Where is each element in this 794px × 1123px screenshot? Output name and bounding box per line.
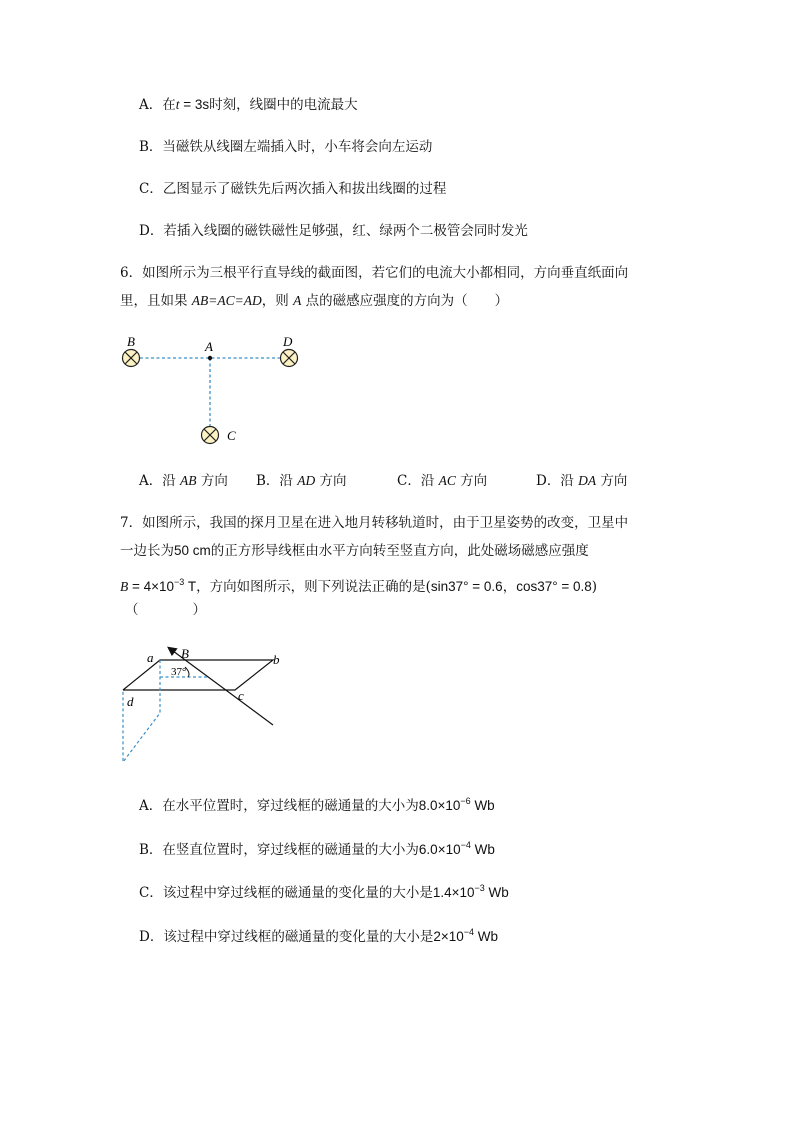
point-a-dot (208, 356, 212, 360)
q7-symbol-b: B (120, 579, 129, 594)
q7-stem-line1: 7．如图所示，我国的探月卫星在进入地月转移轨道时，由于卫星姿势的改变，卫星中 (120, 515, 629, 531)
q6-option-a-prefix: A．沿 (139, 473, 181, 489)
q7-field-exponent: −3 (174, 577, 185, 587)
q7-option-a-text: A．在水平位置时，穿过线框的磁通量的大小为 (139, 798, 419, 814)
q7-field-value: = 4×10 (128, 579, 175, 594)
q7-option-b-value: 6.0×10 (418, 842, 461, 857)
q6-stem-line2 (120, 291, 508, 311)
q6-option-a-suffix: 方向 (196, 473, 228, 489)
label-b: B (127, 334, 135, 349)
q6-stem-line1: 6．如图所示为三根平行直导线的截面图，若它们的电流大小都相同，方向垂直纸面向 (120, 265, 629, 281)
q7-option-d-text: D．该过程中穿过线框的磁通量的变化量的大小是 (139, 929, 434, 945)
q5-option-a (139, 95, 358, 115)
label-c: C (227, 428, 236, 443)
q7-option-d (139, 922, 498, 947)
q7-option-b-unit: Wb (470, 842, 495, 857)
q7-option-b-exp: −4 (460, 840, 471, 850)
q6-option-c-prefix: C．沿 (397, 473, 439, 489)
q5-option-c: C．乙图显示了磁铁先后两次插入和拔出线圈的过程 (139, 181, 447, 197)
q6-option-a-dir: AB (180, 473, 197, 488)
q6-option-d-dir: DA (578, 473, 597, 488)
q6-option-c-dir: AC (438, 473, 456, 488)
q7-horizontal-frame (123, 660, 273, 690)
q6-option-b-prefix: B．沿 (256, 473, 298, 489)
q5-option-d: D．若插入线圈的磁铁磁性足够强，红、绿两个二极管会同时发光 (139, 223, 528, 239)
q7-cos-value: cos37° = 0.8 (516, 579, 592, 594)
q7-side-length: 50 cm (174, 543, 211, 558)
wire-c-cross-icon (202, 427, 219, 444)
q7-stem-line2-post: 的正方形导线框由水平方向转至竖直方向，此处磁场磁感应强度 (210, 543, 589, 559)
label-a: A (205, 339, 213, 354)
label-c: c (238, 688, 244, 703)
q6-option-c (397, 471, 487, 491)
q6-option-c-suffix: 方向 (455, 473, 488, 489)
wire-d-cross-icon (281, 350, 298, 367)
q6-stem-line2-pre: 里，且如果 (120, 293, 192, 309)
q5-option-a-unit: s (202, 97, 210, 112)
q7-sin-value: sin37° = 0.6 (430, 579, 503, 594)
q5-option-a-text: 时刻，线圈中的电流最大 (209, 97, 358, 113)
q5-option-a-t: t (175, 97, 180, 112)
q7-option-c-value: 1.4×10 (432, 885, 475, 900)
q7-option-a-value: 8.0×10 (418, 798, 461, 813)
q6-option-b-dir: AD (297, 473, 316, 488)
q6-option-b (256, 471, 347, 491)
q6-option-a (139, 471, 228, 491)
q7-option-d-value: 2×10 (433, 929, 464, 944)
q7-answer-blank: （ ） (125, 602, 206, 618)
q7-option-c (139, 878, 509, 903)
label-angle: 37° (171, 666, 187, 678)
q7-option-c-text: C．该过程中穿过线框的磁通量的变化量的大小是 (139, 885, 433, 901)
q7-frame-diagram (115, 640, 295, 770)
q5-option-b: B．当磁铁从线圈左端插入时，小车将会向左运动 (139, 139, 433, 155)
q7-option-d-exp: −4 (463, 927, 475, 937)
q7-stem-line3 (120, 572, 597, 597)
q7-option-c-unit: Wb (484, 885, 509, 900)
q6-stem-point-a: A (293, 293, 302, 308)
q6-stem-relation: AB=AC=AD (191, 293, 262, 308)
q6-option-d-prefix: D．沿 (536, 473, 579, 489)
q7-stem-line2 (120, 541, 589, 561)
q7-separator: ， (502, 579, 517, 595)
q6-option-d (536, 471, 627, 491)
q6-stem-line2-mid: ，则 (261, 293, 294, 309)
q7-option-b-text: B．在竖直位置时，穿过线框的磁通量的大小为 (139, 842, 419, 858)
label-a: a (147, 650, 154, 665)
label-field-b: B (181, 646, 189, 661)
q6-stem-line2-post: 点的磁感应强度的方向为（ ） (301, 293, 509, 309)
q7-option-a-unit: Wb (470, 798, 495, 813)
q6-option-b-suffix: 方向 (315, 473, 347, 489)
q7-option-c-exp: −3 (474, 883, 485, 893)
q6-wire-diagram (110, 330, 320, 455)
label-d: d (127, 694, 134, 709)
q7-option-a (139, 791, 495, 816)
label-b: b (273, 652, 280, 667)
label-d: D (283, 334, 293, 349)
q7-option-b (139, 835, 495, 860)
q7-stem-line2-pre: 一边长为 (120, 543, 174, 559)
q5-option-a-prefix: A．在 (139, 97, 176, 113)
q7-close-paren: ) (591, 579, 598, 595)
q7-option-a-exp: −6 (460, 796, 471, 806)
q7-field-unit: T (184, 579, 197, 594)
q7-stem-line3-mid: ，方向如图所示，则下列说法正确的是( (196, 579, 431, 595)
q6-option-d-suffix: 方向 (596, 473, 628, 489)
q5-option-a-eq: = 3 (179, 97, 203, 112)
wire-b-cross-icon (123, 350, 140, 367)
q7-option-d-unit: Wb (474, 929, 499, 944)
